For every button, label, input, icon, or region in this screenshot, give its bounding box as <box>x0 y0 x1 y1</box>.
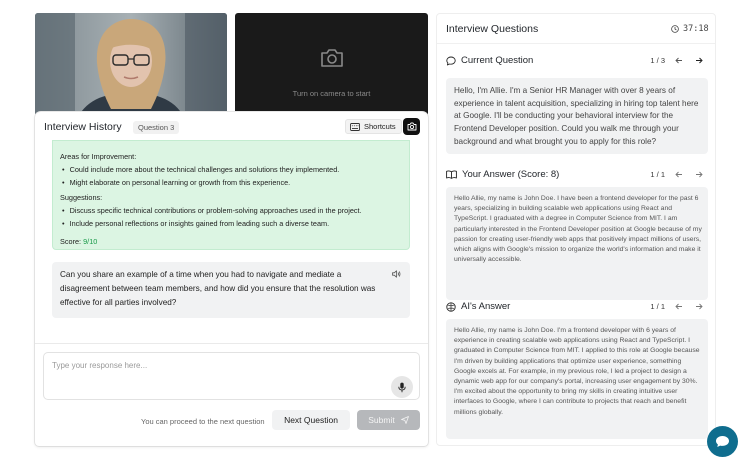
shortcuts-button[interactable] <box>345 119 402 134</box>
speaker-icon[interactable] <box>392 270 401 278</box>
score-value: 9/10 <box>83 237 98 246</box>
arrow-left-icon[interactable] <box>669 171 689 178</box>
user-video <box>35 13 227 123</box>
response-box <box>43 352 420 400</box>
self-video <box>235 13 428 123</box>
arrow-right-icon[interactable] <box>689 171 709 178</box>
book-icon <box>446 170 457 179</box>
mic-icon <box>398 382 406 393</box>
user-video-image <box>35 13 227 123</box>
answer-pager <box>647 170 709 179</box>
history-title: Interview History <box>44 121 122 133</box>
question-badge: Question 3 <box>133 121 179 134</box>
improvement-item: • Might elaborate on personal learning or growth from this experience. <box>62 178 290 187</box>
chat-button[interactable] <box>707 426 738 457</box>
pager-count: 1 / 1 <box>650 170 665 179</box>
feedback-card <box>52 140 410 250</box>
camera-off-caption: Turn on camera to start <box>292 89 371 98</box>
history-header <box>35 112 428 140</box>
keyboard-icon <box>350 123 360 131</box>
pager-count: 1 / 1 <box>650 302 665 311</box>
your-answer-header <box>446 169 559 180</box>
submit-label: Submit <box>368 415 395 425</box>
current-question-header <box>446 55 533 66</box>
submit-button[interactable] <box>357 410 420 430</box>
camera-toggle-button[interactable] <box>403 118 420 135</box>
improvement-heading: Areas for Improvement: <box>60 152 137 161</box>
question-card <box>52 262 410 318</box>
feedback-score <box>60 237 97 246</box>
shortcuts-label: Shortcuts <box>364 122 396 131</box>
ai-answer-text: Hello Allie, my name is John Doe. I'm a frontend developer with 6 years of experience in creating scalable web applications using React and TypeScript. I graduated in Computer Science from MIT. I applied to this role at Google because I'm driven by building applications that optimize user experience, something Google excels at. For example, in my previous role, I led a project to design a dynamic web app for our company's portal, increasing user engagement by 30%. I'm excited about the opportunity to bring my skills in creating intuitive user interfaces to Google, where I can contribute to projects that reach and benefit millions globally. <box>454 327 700 416</box>
next-question-button[interactable]: Next Question <box>272 410 350 430</box>
your-answer-title: Your Answer (Score: 8) <box>462 169 560 180</box>
suggestions-heading: Suggestions: <box>60 193 103 202</box>
mic-button[interactable] <box>391 376 413 398</box>
timer <box>671 24 709 34</box>
arrow-right-icon[interactable] <box>689 57 709 64</box>
interview-questions-panel <box>436 13 716 446</box>
your-answer-card <box>446 187 708 300</box>
timer-value: 37:18 <box>683 24 709 34</box>
arrow-left-icon[interactable] <box>669 303 689 310</box>
arrow-left-icon[interactable] <box>669 57 689 64</box>
ai-answer-card <box>446 319 708 439</box>
improvement-item: • Could include more about the technical challenges and solutions they implemented. <box>62 165 339 174</box>
question-text: Can you share an example of a time when you had to navigate and mediate a disagreement between team members, and how did you ensure that the resolution was effective for all parties involved? <box>60 270 376 307</box>
current-question-card <box>446 78 708 154</box>
suggestion-item: • Discuss specific technical contributions or problem-solving approaches used in the project. <box>62 206 362 215</box>
chat-bubble-icon <box>715 435 730 448</box>
your-answer-text: Hello Allie, my name is John Doe. I have been a frontend developer for the past 6 years, specializing in building scalable web applications using React and TypeScript. I graduated with a degree in Computer Science from MIT. I am particularly interested in the Frontend Developer position at Google because of my passion for creating user-friendly web apps that positively impact millions of users, which aligns with Google's mission to organize the world's information and make it universally accessible. <box>454 195 702 264</box>
camera-off-icon[interactable] <box>320 48 344 68</box>
camera-icon <box>407 122 417 131</box>
chat-bubble-icon <box>446 56 456 66</box>
proceed-hint: You can proceed to the next question <box>141 417 265 426</box>
ai-answer-header <box>446 301 510 312</box>
questions-header <box>437 14 715 44</box>
current-question-text: Hello, I'm Allie. I'm a Senior HR Manager with over 8 years of experience in talent acquisition, specializing in hiring top talent here at Google. I'll be conducting your behavioral interview for the Frontend Developer position. Could you walk me through your background and what brought you to apply for this role? <box>454 86 699 146</box>
interview-history-panel <box>35 112 428 446</box>
pager-count: 1 / 3 <box>650 56 665 65</box>
question-pager <box>647 56 709 65</box>
arrow-right-icon[interactable] <box>689 303 709 310</box>
history-divider <box>35 343 428 344</box>
questions-title: Interview Questions <box>446 23 539 35</box>
suggestion-item: • Include personal reflections or insights gained from leading such a diverse team. <box>62 219 329 228</box>
current-question-title: Current Question <box>461 55 534 66</box>
response-input[interactable] <box>52 361 352 370</box>
clock-icon <box>671 25 679 33</box>
ai-answer-pager <box>647 302 709 311</box>
score-label: Score: <box>60 237 82 246</box>
send-icon <box>401 416 409 424</box>
ai-answer-title: AI's Answer <box>461 301 511 312</box>
brain-icon <box>446 302 456 312</box>
